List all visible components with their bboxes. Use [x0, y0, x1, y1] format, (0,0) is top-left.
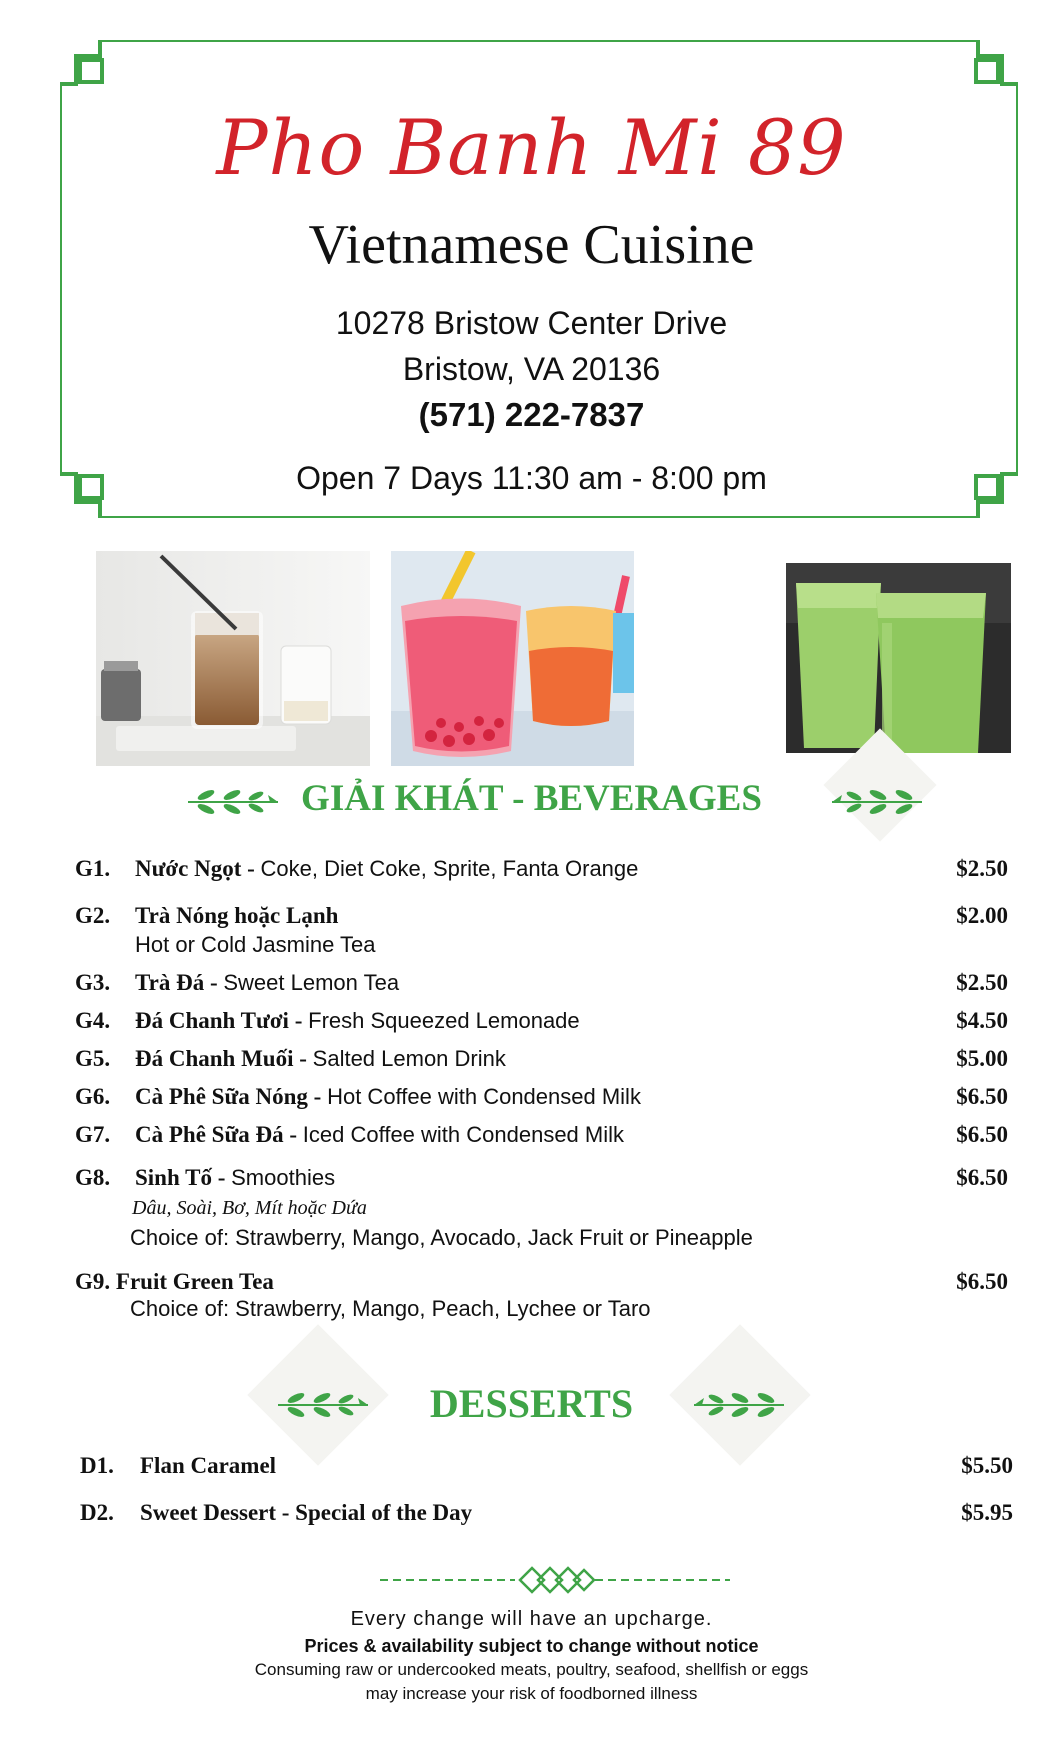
item-price: $2.00	[956, 903, 1008, 928]
item-price: $6.50	[956, 1269, 1008, 1294]
item-code: G6.	[75, 1084, 111, 1109]
item-name: Nước Ngọt - Coke, Diet Coke, Sprite, Fanta Orange	[135, 856, 639, 881]
item-price: $5.00	[956, 1046, 1008, 1071]
item-description: Coke, Diet Coke, Sprite, Fanta Orange	[260, 856, 639, 881]
item-name: Sweet Dessert - Special of the Day	[140, 1500, 473, 1525]
item-subtitle: Choice of: Strawberry, Mango, Peach, Lychee or Taro	[130, 1296, 651, 1321]
item-code: G1.	[75, 856, 111, 881]
cuisine-subtitle: Vietnamese Cuisine	[308, 214, 755, 276]
item-code: G4.	[75, 1008, 111, 1033]
item-name: Đá Chanh Tươi - Fresh Squeezed Lemonade	[135, 1008, 580, 1033]
item-description: Sweet Lemon Tea	[223, 970, 400, 995]
item-code: G7.	[75, 1122, 111, 1147]
address-line1: 10278 Bristow Center Drive	[335, 305, 728, 341]
item-code: G3.	[75, 970, 111, 995]
health-warning-line2: may increase your risk of foodborned illness	[365, 1684, 698, 1703]
leaf-branch-right-icon	[690, 1390, 786, 1425]
bubble-tea-photo	[391, 551, 634, 766]
item-subtitle: Choice of: Strawberry, Mango, Avocado, Jack Fruit or Pineapple	[130, 1225, 753, 1250]
item-description: Fresh Squeezed Lemonade	[308, 1008, 580, 1033]
opening-hours: Open 7 Days 11:30 am - 8:00 pm	[296, 460, 767, 496]
item-price: $6.50	[956, 1165, 1008, 1190]
upcharge-note: Every change will have an upcharge.	[350, 1608, 713, 1630]
item-price: $2.50	[956, 856, 1008, 881]
item-code: G5.	[75, 1046, 111, 1071]
item-subtitle: Hot or Cold Jasmine Tea	[135, 932, 376, 957]
item-code: G8.	[75, 1165, 111, 1190]
price-notice: Prices & availability subject to change without notice	[304, 1636, 759, 1656]
item-code: D1.	[80, 1453, 114, 1478]
item-price: $5.50	[961, 1453, 1013, 1478]
leaf-branch-right-icon	[828, 787, 924, 822]
item-name: Trà Đá - Sweet Lemon Tea	[135, 970, 400, 995]
item-price: $6.50	[956, 1122, 1008, 1147]
item-price: $5.95	[961, 1500, 1013, 1525]
address-line2: Bristow, VA 20136	[402, 351, 661, 387]
health-warning-line1: Consuming raw or undercooked meats, poultry, seafood, shellfish or eggs	[254, 1660, 809, 1679]
iced-coffee-photo	[96, 551, 370, 766]
item-code: D2.	[80, 1500, 114, 1525]
item-name: Trà Nóng hoặc Lạnh	[135, 903, 339, 928]
item-vietnamese-choices: Dâu, Soài, Bơ, Mít hoặc Dứa	[132, 1197, 367, 1219]
phone-number: (571) 222-7837	[418, 396, 645, 433]
green-smoothie-photo	[786, 563, 1011, 753]
item-price: $4.50	[956, 1008, 1008, 1033]
item-description: Iced Coffee with Condensed Milk	[302, 1122, 625, 1147]
item-name: Cà Phê Sữa Đá - Iced Coffee with Condensed Milk	[135, 1122, 625, 1147]
item-name: Flan Caramel	[140, 1453, 277, 1478]
desserts-heading: DESSERTS	[429, 1381, 634, 1426]
item-description: Hot Coffee with Condensed Milk	[327, 1084, 641, 1109]
ornament-divider	[380, 1560, 730, 1605]
item-name: Sinh Tố - Smoothies	[135, 1165, 336, 1190]
item-description: Smoothies	[231, 1165, 336, 1190]
item-price: $2.50	[956, 970, 1008, 995]
item-name: Cà Phê Sữa Nóng - Hot Coffee with Condensed Milk	[135, 1084, 641, 1109]
item-name: G9. Fruit Green Tea	[75, 1269, 274, 1294]
item-price: $6.50	[956, 1084, 1008, 1109]
restaurant-name: Pho Banh Mi 89	[216, 103, 847, 192]
item-name: Đá Chanh Muối - Salted Lemon Drink	[135, 1046, 506, 1071]
item-code: G2.	[75, 903, 111, 928]
beverages-heading: GIẢI KHÁT - BEVERAGES	[301, 778, 762, 819]
item-description: Salted Lemon Drink	[312, 1046, 506, 1071]
